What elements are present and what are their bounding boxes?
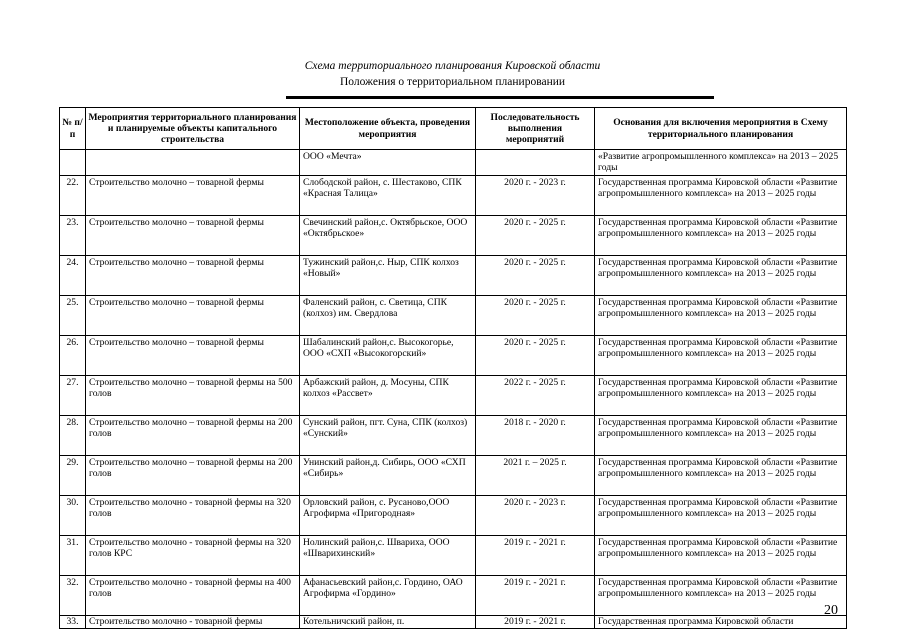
cell-basis: Государственная программа Кировской области «Развитие агропромышленного комплекса» на 2013 – 2025 годы	[595, 535, 847, 575]
cell-number: 25.	[60, 295, 86, 335]
cell-number: 24.	[60, 255, 86, 295]
cell-number: 29.	[60, 455, 86, 495]
cell-basis: Государственная программа Кировской области «Развитие агропромышленного комплекса» на 2013 – 2025 годы	[595, 215, 847, 255]
table-row	[60, 255, 847, 295]
cell-period	[476, 150, 595, 176]
cell-location: Сунский район, пгт. Суна, СПК (колхоз) «Сунский»	[300, 415, 476, 455]
cell-activity: Строительство молочно – товарной фермы	[86, 175, 300, 215]
cell-activity: Строительство молочно – товарной фермы	[86, 335, 300, 375]
cell-number: 31.	[60, 535, 86, 575]
cell-period: 2020 г. - 2025 г.	[476, 255, 595, 295]
table-header-row	[60, 108, 847, 150]
cell-basis: Государственная программа Кировской области «Развитие агропромышленного комплекса» на 2013 – 2025 годы	[595, 375, 847, 415]
cell-location: Унинский район,д. Сибирь, ООО «СХП «Сибирь»	[300, 455, 476, 495]
cell-basis: Государственная программа Кировской области «Развитие агропромышленного комплекса» на 2013 – 2025 годы	[595, 255, 847, 295]
cell-basis: Государственная программа Кировской области	[595, 615, 847, 628]
cell-period: 2022 г. - 2025 г.	[476, 375, 595, 415]
col-header-activity: Мероприятия территориального планирования и планируемые объекты капитального строительства	[86, 108, 300, 150]
cell-location: Арбажский район, д. Мосуны, СПК колхоз «Рассвет»	[300, 375, 476, 415]
table-row	[60, 455, 847, 495]
table-row	[60, 295, 847, 335]
cell-location: Афанасьевский район,с. Гордино, ОАО Агрофирма «Гордино»	[300, 575, 476, 615]
cell-period: 2019 г. - 2021 г.	[476, 535, 595, 575]
table-row-continuation	[60, 150, 847, 176]
table-row	[60, 375, 847, 415]
table-row	[60, 495, 847, 535]
cell-period: 2020 г. - 2025 г.	[476, 335, 595, 375]
cell-period: 2021 г. – 2025 г.	[476, 455, 595, 495]
cell-activity: Строительство молочно - товарной фермы	[86, 615, 300, 628]
cell-location: Нолинский район,с. Швариха, ООО «Шварихинский»	[300, 535, 476, 575]
cell-location: Фаленский район, с. Светица, СПК (колхоз) им. Свердлова	[300, 295, 476, 335]
cell-basis: Государственная программа Кировской области «Развитие агропромышленного комплекса» на 2013 – 2025 годы	[595, 335, 847, 375]
table-row	[60, 335, 847, 375]
table-row	[60, 615, 847, 628]
table-row	[60, 415, 847, 455]
header-rule	[286, 96, 714, 99]
cell-number: 28.	[60, 415, 86, 455]
cell-number: 26.	[60, 335, 86, 375]
table-row	[60, 215, 847, 255]
col-header-number: № п/п	[60, 108, 86, 150]
cell-period: 2020 г. - 2025 г.	[476, 215, 595, 255]
cell-activity: Строительство молочно – товарной фермы	[86, 295, 300, 335]
cell-number: 27.	[60, 375, 86, 415]
cell-basis: Государственная программа Кировской области «Развитие агропромышленного комплекса» на 2013 – 2025 годы	[595, 415, 847, 455]
cell-location: Слободской район, с. Шестаково, СПК «Красная Талица»	[300, 175, 476, 215]
cell-number: 22.	[60, 175, 86, 215]
cell-basis: Государственная программа Кировской области «Развитие агропромышленного комплекса» на 2013 – 2025 годы	[595, 455, 847, 495]
cell-location: Тужинский район,с. Ныр, СПК колхоз «Новый»	[300, 255, 476, 295]
cell-location: Орловский район, с. Русаново,ООО Агрофирма «Пригородная»	[300, 495, 476, 535]
cell-period: 2020 г. - 2023 г.	[476, 495, 595, 535]
table-row	[60, 575, 847, 615]
cell-number	[60, 150, 86, 176]
cell-period: 2020 г. - 2025 г.	[476, 295, 595, 335]
cell-location: Шабалинский район,с. Высокогорье, ООО «СХП «Высокогорский»	[300, 335, 476, 375]
cell-activity: Строительство молочно - товарной фермы на 320 голов	[86, 495, 300, 535]
cell-location: ООО «Мечта»	[300, 150, 476, 176]
table-row	[60, 175, 847, 215]
page-number: 20	[824, 603, 838, 618]
cell-activity: Строительство молочно – товарной фермы	[86, 255, 300, 295]
cell-activity	[86, 150, 300, 176]
cell-number: 30.	[60, 495, 86, 535]
table-row	[60, 535, 847, 575]
cell-period: 2019 г. - 2021 г.	[476, 575, 595, 615]
cell-basis: «Развитие агропромышленного комплекса» на 2013 – 2025 годы	[595, 150, 847, 176]
cell-activity: Строительство молочно - товарной фермы на 400 голов	[86, 575, 300, 615]
cell-activity: Строительство молочно – товарной фермы	[86, 215, 300, 255]
cell-activity: Строительство молочно - товарной фермы на 320 голов КРС	[86, 535, 300, 575]
cell-number: 32.	[60, 575, 86, 615]
cell-period: 2020 г. - 2023 г.	[476, 175, 595, 215]
col-header-location: Местоположение объекта, проведения мероприятия	[300, 108, 476, 150]
planning-table	[59, 107, 847, 629]
document-subtitle: Положения о территориальном планировании	[339, 76, 566, 88]
cell-basis: Государственная программа Кировской области «Развитие агропромышленного комплекса» на 2013 – 2025 годы	[595, 295, 847, 335]
cell-basis: Государственная программа Кировской области «Развитие агропромышленного комплекса» на 2013 – 2025 годы	[595, 175, 847, 215]
cell-basis: Государственная программа Кировской области «Развитие агропромышленного комплекса» на 2013 – 2025 годы	[595, 575, 847, 615]
col-header-period: Последовательность выполнения мероприятий	[476, 108, 595, 150]
cell-number: 33.	[60, 615, 86, 628]
cell-activity: Строительство молочно – товарной фермы на 200 голов	[86, 455, 300, 495]
cell-activity: Строительство молочно – товарной фермы на 500 голов	[86, 375, 300, 415]
document-title: Схема территориального планирования Кировской области	[304, 60, 601, 72]
cell-location: Свечинский район,с. Октябрьское, ООО «Октябрьское»	[300, 215, 476, 255]
col-header-basis: Основания для включения мероприятия в Схему территориального планирования	[595, 108, 847, 150]
cell-activity: Строительство молочно – товарной фермы на 200 голов	[86, 415, 300, 455]
cell-period: 2018 г. - 2020 г.	[476, 415, 595, 455]
cell-location: Котельничский район, п.	[300, 615, 476, 628]
cell-basis: Государственная программа Кировской области «Развитие агропромышленного комплекса» на 2013 – 2025 годы	[595, 495, 847, 535]
cell-number: 23.	[60, 215, 86, 255]
cell-period: 2019 г. - 2021 г.	[476, 615, 595, 628]
